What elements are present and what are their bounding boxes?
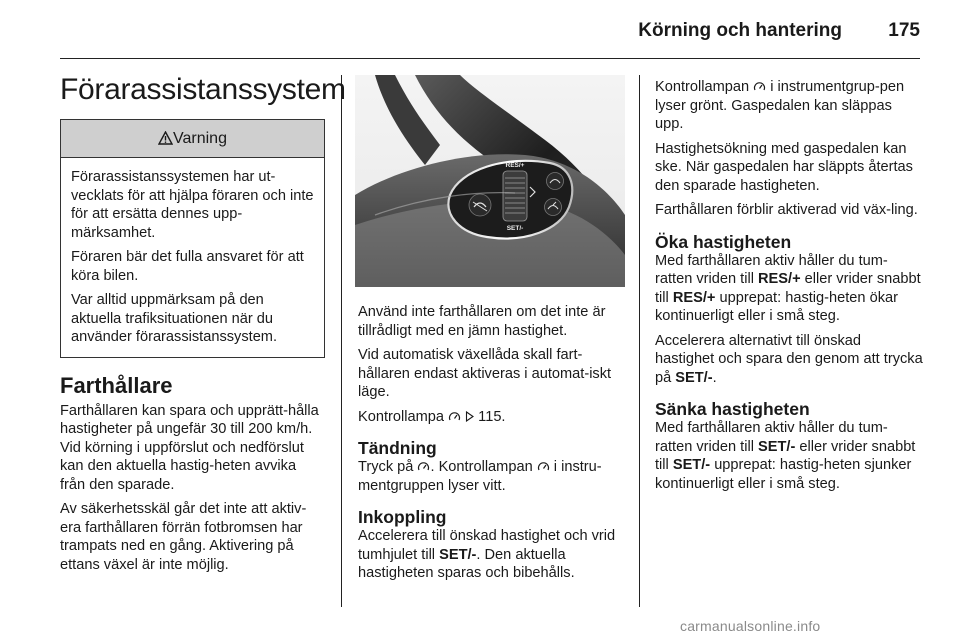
page-reference-arrow-icon: [465, 411, 474, 422]
paragraph: Accelerera till önskad hastighet och vrid tumhjulet till SET/-. Den aktuella hastigheten sparas och bibehålls.: [358, 528, 616, 581]
warning-paragraph: Var alltid uppmärksam på den aktuella trafiksituationen när du använder förarassistanssystem.: [71, 292, 278, 345]
warning-title: [61, 120, 324, 158]
paragraph: Av säkerhetsskäl går det inte att aktiv-era farthållaren förrän fotbromsen har trampats ned en gång. Aktivering på ettans växel är inte möjlig.: [60, 501, 307, 573]
paragraph: Med farthållaren aktiv håller du tum-ratten vriden till SET/- eller vrider snabbt till SET/- upprepat: hastig-heten sjunker kontinuerligt eller i små steg.: [655, 420, 916, 492]
paragraph: Accelerera alternativt till önskad hastighet och spara den genom att trycka på SET/-.: [655, 332, 923, 386]
page-header: [0, 0, 960, 62]
cruise-control-icon: [417, 461, 430, 472]
page-number: 175: [888, 20, 920, 41]
paragraph: Tryck på . Kontrollampan i instru-mentgruppen lyser vitt.: [358, 459, 602, 494]
column-divider-1: [341, 75, 342, 607]
paragraph: Farthållaren förblir aktiverad vid väx-ling.: [655, 202, 918, 218]
warning-triangle-icon: [158, 131, 173, 145]
cruise-control-icon: [753, 81, 766, 92]
heading-increase-speed: Öka hastigheten: [655, 231, 792, 252]
heading-decrease-speed: Sänka hastigheten: [655, 399, 810, 419]
paragraph: Med farthållaren aktiv håller du tum-ratten vriden till RES/+ eller vrider snabbt till RES/+ upprepat: hastig-heten ökar kontinuerligt eller i små steg.: [655, 252, 921, 324]
warning-body: [61, 158, 324, 357]
paragraph: Kontrollampan i instrumentgrup-pen lyser grönt. Gaspedalen kan släppas upp.: [655, 79, 905, 132]
cruise-control-icon: [537, 461, 550, 472]
warning-title-text: Varning: [173, 130, 227, 147]
warning-box: [60, 119, 325, 358]
heading-ignition: Tändning: [358, 438, 437, 458]
heading-engage: Inkoppling: [358, 507, 447, 527]
chapter-title: Förarassistanssystem: [60, 73, 346, 106]
section-title: Körning och hantering: [638, 20, 842, 41]
column-1: [60, 73, 346, 580]
cruise-control-icon: [448, 411, 461, 422]
paragraph: Hastighetsökning med gaspedalen kan ske. När gaspedalen har släppts återtas den sparade hastigheten.: [655, 140, 913, 194]
steering-wheel-figure: [355, 75, 625, 287]
watermark: carmanualsonline.info: [680, 618, 821, 634]
set-label: SET/-: [506, 225, 524, 232]
header-rule: [60, 58, 920, 59]
res-label: RES/+: [505, 162, 525, 169]
paragraph: Kontrollampa 115.: [358, 408, 506, 425]
column-divider-2: [639, 75, 640, 607]
heading-cruise-control: Farthållare: [60, 372, 173, 398]
paragraph: Farthållaren kan spara och upprätt-hålla hastigheter på ungefär 30 till 200 km/h. Vid körning i uppförslut och nedförslut kan den aktuella hastig-heten avvika från den sparade.: [60, 402, 319, 493]
column-2: [358, 303, 628, 589]
paragraph: Vid automatisk växellåda skall fart-hållaren endast aktiveras i automat-iskt läge.: [358, 347, 612, 400]
steering-wheel-image: [355, 75, 625, 287]
warning-paragraph: Föraren bär det fulla ansvaret för att köra bilen.: [71, 249, 304, 284]
paragraph: Använd inte farthållaren om det inte är tillrådligt med en jämn hastighet.: [358, 304, 606, 339]
warning-paragraph: Förarassistanssystemen har ut-vecklats för att hjälpa föraren och inte för att ersätta dennes upp-märksamhet.: [71, 169, 314, 241]
column-3: [655, 78, 923, 499]
